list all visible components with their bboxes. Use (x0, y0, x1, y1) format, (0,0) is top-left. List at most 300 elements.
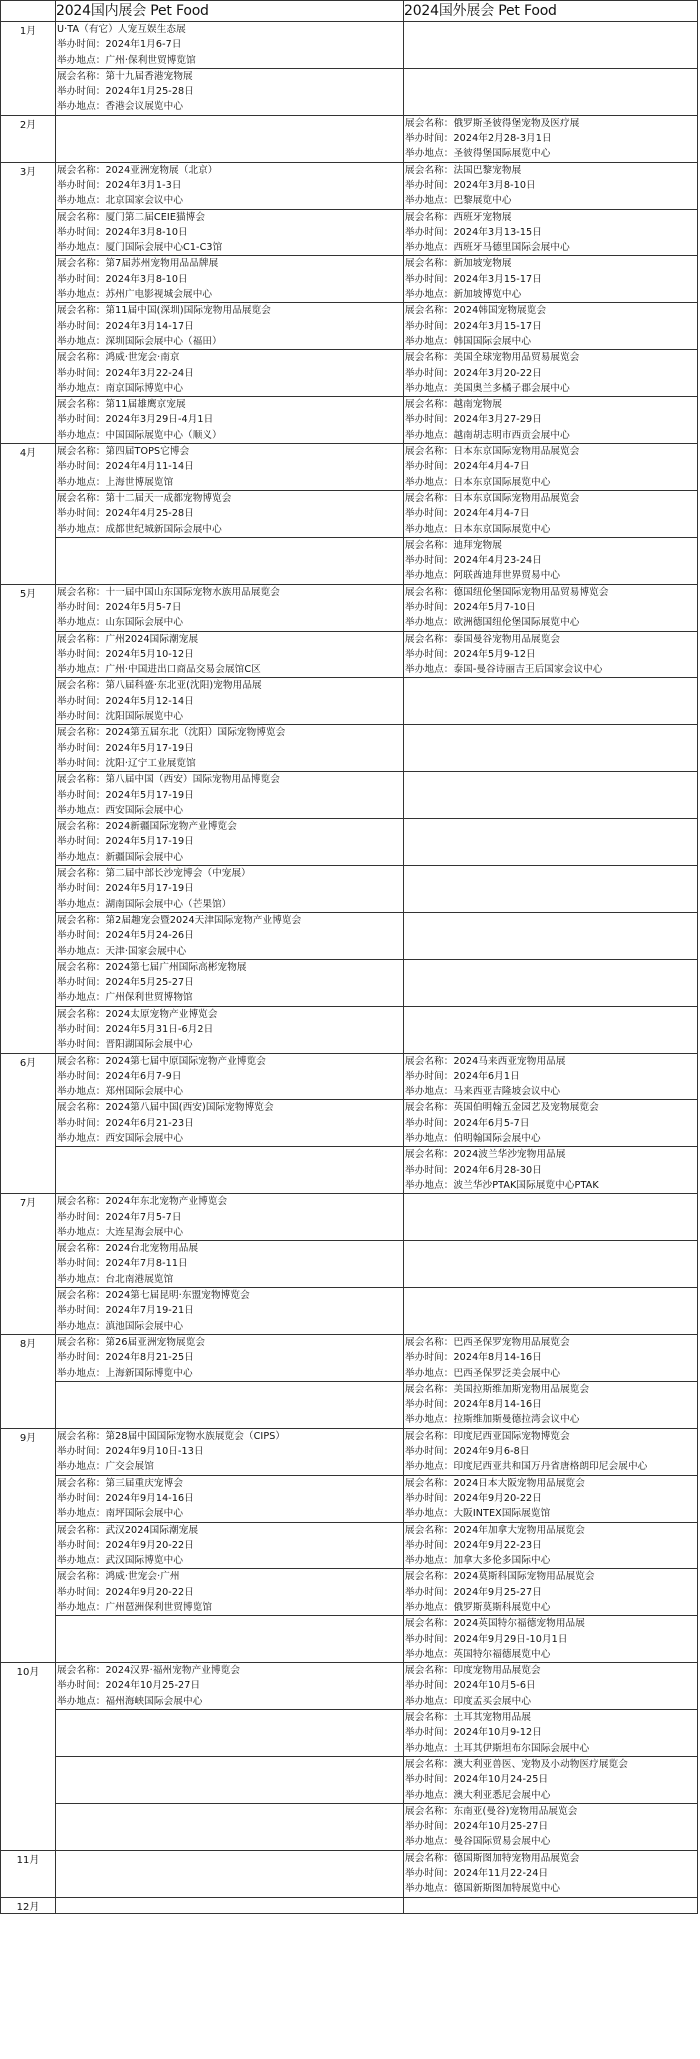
international-exhibition-cell (404, 631, 698, 678)
domestic-exhibition-cell (56, 1803, 404, 1850)
international-exhibition-entry (404, 303, 697, 349)
exhibition-name: 展会名称：越南宠物展 (405, 399, 502, 411)
international-exhibition-cell (404, 444, 698, 491)
exhibition-venue: 举办地点：上海世博展览馆 (57, 476, 174, 488)
table-row (1, 1850, 698, 1897)
exhibition-venue: 举办地点：厦门国际会展中心C1-C3馆 (57, 242, 223, 254)
exhibition-name: 展会名称：鸿威·世宠会·南京 (57, 352, 180, 364)
international-exhibition-cell (404, 350, 698, 397)
exhibition-name: 展会名称：2024英国特尔福德宠物用品展 (405, 1618, 585, 1630)
international-exhibition-entry (404, 444, 697, 490)
international-exhibition-cell (404, 819, 698, 866)
exhibition-name: 展会名称：第28届中国国际宠物水族展览会（CIPS） (57, 1430, 286, 1442)
international-exhibition-entry (404, 1663, 697, 1709)
exhibition-time: 举办时间：2024年3月8-10日 (57, 226, 188, 238)
exhibition-time: 举办时间：2024年5月17-19日 (57, 836, 194, 848)
international-exhibition-entry (404, 1710, 697, 1756)
domestic-exhibition-entry (56, 632, 403, 678)
domestic-exhibition-entry (56, 913, 403, 959)
exhibition-name: 展会名称：鸿威·世宠会·广州 (57, 1571, 180, 1583)
exhibition-time: 举办时间：2024年5月12-14日 (57, 695, 194, 707)
international-exhibition-entry (404, 585, 697, 631)
month-label: 9月 (1, 1428, 56, 1662)
exhibition-name: 展会名称：厦门第二届CEIE猫博会 (57, 211, 206, 223)
domestic-exhibition-cell (56, 1381, 404, 1428)
exhibition-time: 举办时间：2024年5月17-19日 (57, 883, 194, 895)
domestic-exhibition-cell (56, 1522, 404, 1569)
exhibition-venue: 举办地点：新疆国际会展中心 (57, 851, 184, 863)
exhibition-venue: 举办地点：北京国家会议中心 (57, 195, 184, 207)
exhibition-venue: 举办地点：拉斯维加斯曼德拉湾会议中心 (405, 1414, 580, 1426)
domestic-column-header: 2024国内展会 Pet Food (56, 1, 404, 22)
domestic-exhibition-cell (56, 584, 404, 631)
international-exhibition-entry (404, 163, 697, 209)
exhibition-name: 展会名称：2024太原宠物产业博览会 (57, 1008, 218, 1020)
exhibition-name: 展会名称：德国纽伦堡国际宠物用品贸易博览会 (405, 586, 609, 598)
exhibition-name: 展会名称：新加坡宠物展 (405, 258, 512, 270)
domestic-exhibition-cell (56, 772, 404, 819)
exhibition-venue: 举办地点：大阪INTEX国际展览馆 (405, 1508, 551, 1520)
international-exhibition-cell (404, 1616, 698, 1663)
table-row (1, 1334, 698, 1381)
exhibition-time: 举办时间：2024年5月9-12日 (405, 648, 536, 660)
domestic-exhibition-entry (56, 397, 403, 443)
table-row (1, 819, 698, 866)
exhibition-venue: 举办地点：山东国际会展中心 (57, 617, 184, 629)
exhibition-time: 举办时间：2024年8月14-16日 (405, 1399, 542, 1411)
domestic-exhibition-cell (56, 1053, 404, 1100)
domestic-exhibition-cell (56, 959, 404, 1006)
exhibition-name: 展会名称：日本东京国际宠物用品展览会 (405, 446, 580, 458)
table-row (1, 1803, 698, 1850)
exhibition-time: 举办时间：2024年8月21-25日 (57, 1352, 194, 1364)
table-row (1, 1663, 698, 1710)
month-label: 8月 (1, 1334, 56, 1428)
table-row (1, 772, 698, 819)
exhibition-venue: 举办地点：天津·国家会展中心 (57, 945, 187, 957)
exhibition-time: 举办时间：2024年3月27-29日 (405, 414, 542, 426)
exhibition-name: 展会名称：英国伯明翰五金园艺及宠物展览会 (405, 1102, 599, 1114)
domestic-exhibition-cell (56, 444, 404, 491)
exhibition-venue: 举办地点：上海新国际博览中心 (57, 1367, 193, 1379)
international-exhibition-cell (404, 537, 698, 584)
exhibition-time: 举办时间：2024年9月20-22日 (57, 1586, 194, 1598)
table-row (1, 912, 698, 959)
exhibition-time: 举办时间：2024年5月5-7日 (57, 601, 182, 613)
international-exhibition-entry (404, 1476, 697, 1522)
exhibition-venue: 举办地点：波兰华沙PTAK国际展览中心PTAK (405, 1179, 599, 1191)
table-row (1, 444, 698, 491)
international-exhibition-cell (404, 1194, 698, 1241)
domestic-exhibition-cell (56, 678, 404, 725)
exhibition-time: 举办时间：2024年9月10日-13日 (57, 1446, 204, 1458)
international-exhibition-cell (404, 1850, 698, 1897)
domestic-exhibition-entry (56, 1054, 403, 1100)
exhibition-name: 展会名称：2024台北宠物用品展 (57, 1243, 199, 1255)
domestic-exhibition-cell (56, 1006, 404, 1053)
table-row (1, 678, 698, 725)
table-row (1, 1194, 698, 1241)
international-exhibition-entry (404, 1523, 697, 1569)
exhibition-venue: 举办地点：滇池国际会展中心 (57, 1320, 184, 1332)
exhibition-venue: 举办地点：西班牙马德里国际会展中心 (405, 242, 570, 254)
exhibition-name: 展会名称：2024第七届中原国际宠物产业博览会 (57, 1055, 266, 1067)
exhibition-venue: 举办地点：德国新斯图加特展览中心 (405, 1883, 561, 1895)
international-exhibition-entry (404, 116, 697, 162)
exhibition-time: 举办时间：2024年6月28-30日 (405, 1164, 542, 1176)
domestic-exhibition-cell (56, 537, 404, 584)
international-column-header: 2024国外展会 Pet Food (404, 1, 698, 22)
exhibition-name: 展会名称：第11届中国(深圳)国际宠物用品展览会 (57, 305, 271, 317)
exhibition-time: 举办时间：2024年10月25-27日 (57, 1680, 201, 1692)
exhibition-venue: 举办地点：圣彼得堡国际展览中心 (405, 148, 551, 160)
exhibition-name: 展会名称：2024新疆国际宠物产业博览会 (57, 821, 237, 833)
table-row (1, 1381, 698, 1428)
exhibition-venue: 举办地点：欧洲德国纽伦堡国际展览中心 (405, 617, 580, 629)
domestic-exhibition-entry (56, 725, 403, 771)
table-row (1, 537, 698, 584)
domestic-exhibition-cell (56, 1241, 404, 1288)
exhibition-name: 展会名称：第十九届香港宠物展 (57, 70, 193, 82)
exhibition-time: 举办时间：2024年4月4-7日 (405, 461, 530, 473)
international-exhibition-entry (404, 1054, 697, 1100)
exhibition-time: 举办时间：2024年9月14-16日 (57, 1492, 194, 1504)
exhibition-venue: 举办地点：俄罗斯莫斯科展览中心 (405, 1601, 551, 1613)
international-exhibition-cell (404, 256, 698, 303)
table-row (1, 1897, 698, 1913)
domestic-exhibition-cell (56, 866, 404, 913)
exhibition-venue: 举办地点：泰国-曼谷诗丽吉王后国家会议中心 (405, 664, 603, 676)
month-label: 11月 (1, 1850, 56, 1897)
domestic-exhibition-entry (56, 866, 403, 912)
domestic-exhibition-entry (56, 256, 403, 302)
exhibition-name: 展会名称：澳大利亚兽医、宠物及小动物医疗展览会 (405, 1758, 628, 1770)
exhibition-venue: 举办地点：新加坡博览中心 (405, 289, 522, 301)
table-row (1, 22, 698, 69)
international-exhibition-entry (404, 397, 697, 443)
international-exhibition-cell (404, 115, 698, 162)
month-label: 1月 (1, 22, 56, 116)
exhibition-name: 展会名称：2024莫斯科国际宠物用品展览会 (405, 1571, 595, 1583)
exhibition-time: 举办时间：2024年10月5-6日 (405, 1680, 536, 1692)
domestic-exhibition-entry (56, 772, 403, 818)
domestic-exhibition-cell (56, 1663, 404, 1710)
exhibition-name: 展会名称：印度宠物用品展览会 (405, 1665, 541, 1677)
exhibition-name: 展会名称：2024第八届中国(西安)国际宠物博览会 (57, 1102, 274, 1114)
domestic-exhibition-cell (56, 1850, 404, 1897)
domestic-exhibition-cell (56, 631, 404, 678)
exhibition-venue: 举办地点：加拿大多伦多国际中心 (405, 1555, 551, 1567)
domestic-exhibition-cell (56, 1194, 404, 1241)
domestic-exhibition-cell (56, 819, 404, 866)
exhibition-time: 举办时间：2024年11月22-24日 (405, 1868, 549, 1880)
table-row (1, 162, 698, 209)
table-row (1, 350, 698, 397)
domestic-exhibition-entry (56, 303, 403, 349)
domestic-exhibition-cell (56, 1428, 404, 1475)
exhibition-name: 展会名称：2024波兰华沙宠物用品展 (405, 1149, 566, 1161)
international-exhibition-entry (404, 1851, 697, 1897)
exhibition-venue: 举办时间：沈阳国际展览中心 (57, 711, 184, 723)
table-row (1, 256, 698, 303)
exhibition-name: 展会名称：俄罗斯圣彼得堡宠物及医疗展 (405, 117, 580, 129)
international-exhibition-entry (404, 210, 697, 256)
exhibition-venue: 举办地点：广交会展馆 (57, 1461, 154, 1473)
exhibition-name: 展会名称：2024日本大阪宠物用品展览会 (405, 1477, 585, 1489)
exhibition-venue: 举办地点：福州海峡国际会展中心 (57, 1695, 203, 1707)
table-row (1, 959, 698, 1006)
exhibition-name: 展会名称：巴西圣保罗宠物用品展览会 (405, 1336, 570, 1348)
international-exhibition-cell (404, 959, 698, 1006)
international-exhibition-entry (404, 1569, 697, 1615)
exhibition-name: 展会名称：十一届中国山东国际宠物水族用品展览会 (57, 586, 280, 598)
domestic-exhibition-entry (56, 1476, 403, 1522)
exhibition-name: 展会名称：德国斯图加特宠物用品展览会 (405, 1852, 580, 1864)
international-exhibition-cell (404, 303, 698, 350)
exhibition-name: 展会名称：2024汉界·福州宠物产业博览会 (57, 1665, 241, 1677)
international-exhibition-cell (404, 866, 698, 913)
exhibition-venue: 举办地点：越南胡志明市西贡会展中心 (405, 429, 570, 441)
exhibition-time: 举办时间：2024年3月8-10日 (57, 273, 188, 285)
domestic-exhibition-cell (56, 68, 404, 115)
exhibition-venue: 举办地点：日本东京国际展览中心 (405, 476, 551, 488)
domestic-exhibition-entry (56, 1241, 403, 1287)
domestic-exhibition-entry (56, 350, 403, 396)
exhibition-time: 举办时间：2024年4月11-14日 (57, 461, 194, 473)
international-exhibition-cell (404, 490, 698, 537)
exhibition-time: 举办时间：2024年9月29日-10月1日 (405, 1633, 568, 1645)
exhibition-venue: 举办地点：伯明翰国际会展中心 (405, 1133, 541, 1145)
exhibition-name: 展会名称：武汉2024国际潮宠展 (57, 1524, 199, 1536)
domestic-exhibition-entry (56, 210, 403, 256)
international-exhibition-cell (404, 1663, 698, 1710)
exhibition-venue: 举办地点：印度尼西亚共和国万丹省唐格朗印尼会展中心 (405, 1461, 648, 1473)
table-row (1, 1053, 698, 1100)
exhibition-venue: 举办地点：西安国际会展中心 (57, 804, 184, 816)
international-exhibition-cell (404, 1006, 698, 1053)
domestic-exhibition-cell (56, 350, 404, 397)
table-row (1, 68, 698, 115)
international-exhibition-cell (404, 1475, 698, 1522)
exhibition-venue: 举办地点：湖南国际会展中心（芒果馆） (57, 898, 232, 910)
domestic-exhibition-cell (56, 303, 404, 350)
international-exhibition-cell (404, 22, 698, 69)
domestic-exhibition-cell (56, 490, 404, 537)
domestic-exhibition-entry (56, 1194, 403, 1240)
international-exhibition-cell (404, 1569, 698, 1616)
international-exhibition-cell (404, 584, 698, 631)
exhibition-venue: 举办地点：广州·保利世贸博览馆 (57, 54, 196, 66)
international-exhibition-cell (404, 1522, 698, 1569)
exhibition-venue: 举办地点：马来西亚吉隆坡会议中心 (405, 1086, 561, 1098)
exhibition-name: 展会名称：美国拉斯维加斯宠物用品展览会 (405, 1383, 590, 1395)
international-exhibition-cell (404, 1756, 698, 1803)
international-exhibition-cell (404, 1241, 698, 1288)
international-exhibition-entry (404, 256, 697, 302)
table-row (1, 490, 698, 537)
exhibition-name: 展会名称：第十二届天一成都宠物博览会 (57, 492, 232, 504)
international-exhibition-entry (404, 1804, 697, 1850)
exhibition-time: 举办时间：2024年5月17-19日 (57, 789, 194, 801)
month-label: 5月 (1, 584, 56, 1053)
domestic-exhibition-cell (56, 1756, 404, 1803)
exhibition-venue: 举办地点：南坪国际会展中心 (57, 1508, 184, 1520)
exhibition-name: 展会名称：2024韩国宠物展览会 (405, 305, 547, 317)
exhibition-venue: 举办地点：成都世纪城新国际会展中心 (57, 523, 222, 535)
exhibition-time: 举办时间：2024年7月19-21日 (57, 1305, 194, 1317)
exhibition-venue: 举办地点：大连星海会展中心 (57, 1226, 184, 1238)
international-exhibition-entry (404, 350, 697, 396)
exhibition-name: 展会名称：2024第五届东北（沈阳）国际宠物博览会 (57, 727, 286, 739)
table-row (1, 1522, 698, 1569)
international-exhibition-entry (404, 491, 697, 537)
exhibition-venue: 举办地点：土耳其伊斯坦布尔国际会展中心 (405, 1742, 590, 1754)
exhibition-time: 举办时间：2024年9月6-8日 (405, 1446, 530, 1458)
international-exhibition-cell (404, 68, 698, 115)
month-label: 12月 (1, 1897, 56, 1913)
exhibition-time: 举办时间：2024年5月25-27日 (57, 977, 194, 989)
exhibition-time: 举办时间：2024年9月22-23日 (405, 1539, 542, 1551)
exhibition-venue: 举办地点：巴西圣保罗泛美会展中心 (405, 1367, 561, 1379)
exhibition-time: 举办时间：2024年10月25-27日 (405, 1821, 549, 1833)
exhibition-time: 举办时间：2024年6月7-9日 (57, 1070, 182, 1082)
exhibition-name: 展会名称：法国巴黎宠物展 (405, 164, 522, 176)
international-exhibition-cell (404, 1897, 698, 1913)
international-exhibition-cell (404, 1100, 698, 1147)
international-exhibition-cell (404, 162, 698, 209)
domestic-exhibition-cell (56, 1100, 404, 1147)
domestic-exhibition-entry (56, 1663, 403, 1709)
exhibition-venue: 举办地点：广州保利世贸博物馆 (57, 992, 193, 1004)
exhibition-name: 展会名称：第26届亚洲宠物展览会 (57, 1336, 206, 1348)
exhibition-time: 举办时间：2024年6月5-7日 (405, 1117, 530, 1129)
exhibition-time: 举办时间：2024年5月10-12日 (57, 648, 194, 660)
table-row (1, 209, 698, 256)
exhibition-time: 举办时间：2024年4月4-7日 (405, 508, 530, 520)
header-row (1, 1, 698, 22)
domestic-exhibition-cell (56, 1569, 404, 1616)
exhibition-venue: 举办地点：曼谷国际贸易会展中心 (405, 1836, 551, 1848)
exhibition-name: 展会名称：2024第七届广州国际高彬宠物展 (57, 961, 247, 973)
international-exhibition-entry (404, 1335, 697, 1381)
exhibition-time: 举办时间：2024年4月25-28日 (57, 508, 194, 520)
table-row (1, 1569, 698, 1616)
domestic-exhibition-cell (56, 22, 404, 69)
exhibition-time: 举办时间：2024年6月1日 (405, 1070, 520, 1082)
exhibition-name: 展会名称：日本东京国际宠物用品展览会 (405, 492, 580, 504)
exhibition-name: 展会名称：第11届雄鹰京宠展 (57, 399, 186, 411)
month-label: 3月 (1, 162, 56, 443)
exhibition-venue: 举办地点：武汉国际博览中心 (57, 1555, 184, 1567)
domestic-exhibition-cell (56, 1334, 404, 1381)
exhibition-name: 展会名称：第二届中部长沙宠博会（中宠展） (57, 868, 251, 880)
exhibition-venue: 举办地点：日本东京国际展览中心 (405, 523, 551, 535)
table-row (1, 584, 698, 631)
exhibition-venue: 举办时间：沈阳·辽宁工业展览馆 (57, 757, 196, 769)
exhibition-time: 举办时间：2024年10月24-25日 (405, 1774, 549, 1786)
domestic-exhibition-cell (56, 256, 404, 303)
exhibition-venue: 举办地点：台北南港展览馆 (57, 1273, 174, 1285)
exhibition-time: 举办时间：2024年9月25-27日 (405, 1586, 542, 1598)
exhibition-name: 展会名称：第7届苏州宠物用品品牌展 (57, 258, 219, 270)
exhibition-venue: 举办地点：韩国国际会展中心 (405, 335, 532, 347)
exhibition-name: 展会名称：印度尼西亚国际宠物博览会 (405, 1430, 570, 1442)
international-exhibition-entry (404, 538, 697, 584)
international-exhibition-cell (404, 1288, 698, 1335)
exhibition-time: 举办时间：2024年3月1-3日 (57, 179, 182, 191)
exhibition-venue: 举办地点：香港会议展览中心 (57, 101, 184, 113)
exhibition-venue: 举办地点：澳大利亚悉尼会展中心 (405, 1789, 551, 1801)
exhibition-time: 举办时间：2024年3月14-17日 (57, 320, 194, 332)
exhibition-time: 举办时间：2024年4月23-24日 (405, 555, 542, 567)
table-row (1, 1616, 698, 1663)
domestic-exhibition-entry (56, 1288, 403, 1334)
exhibition-time: 举办时间：2024年8月14-16日 (405, 1352, 542, 1364)
exhibition-venue: 举办地点：印度孟买会展中心 (405, 1695, 532, 1707)
exhibition-time: 举办时间：2024年2月28-3月1日 (405, 133, 552, 145)
exhibition-name: 展会名称：第2届趣宠会暨2024天津国际宠物产业博览会 (57, 914, 302, 926)
domestic-exhibition-entry (56, 819, 403, 865)
domestic-exhibition-entry (56, 22, 403, 68)
international-exhibition-cell (404, 1428, 698, 1475)
exhibition-time: 举办时间：2024年3月15-17日 (405, 320, 542, 332)
exhibition-name: 展会名称：美国全球宠物用品贸易展览会 (405, 352, 580, 364)
exhibition-name: 展会名称：迪拜宠物展 (405, 539, 502, 551)
exhibition-venue: 举办地点：郑州国际会展中心 (57, 1086, 184, 1098)
exhibition-time: 举办时间：2024年5月31日-6月2日 (57, 1024, 214, 1035)
exhibition-time: 举办时间：2024年3月29日-4月1日 (57, 414, 214, 426)
table-row (1, 1147, 698, 1194)
exhibition-venue: 举办地点：英国特尔福德展览中心 (405, 1648, 551, 1660)
exhibition-venue: 举办地点：深圳国际会展中心（福田） (57, 335, 222, 347)
international-exhibition-entry (404, 1100, 697, 1146)
exhibition-name: 展会名称：2024年加拿大宠物用品展览会 (405, 1524, 585, 1536)
exhibition-time: 举办时间：2024年6月21-23日 (57, 1117, 194, 1129)
table-row (1, 115, 698, 162)
exhibition-venue: 举办地点：广州琶洲保利世贸博览馆 (57, 1601, 213, 1613)
exhibition-time: 举办时间：2024年3月8-10日 (405, 179, 536, 191)
domestic-exhibition-cell (56, 725, 404, 772)
exhibition-time: 举办时间：2024年1月6-7日 (57, 39, 182, 51)
international-exhibition-cell (404, 1803, 698, 1850)
international-exhibition-entry (404, 1429, 697, 1475)
month-label: 6月 (1, 1053, 56, 1194)
exhibition-name: 展会名称：土耳其宠物用品展 (405, 1712, 532, 1724)
domestic-exhibition-entry (56, 69, 403, 115)
domestic-exhibition-cell (56, 397, 404, 444)
table-row (1, 1428, 698, 1475)
schedule-body (1, 22, 698, 1914)
exhibition-venue: 举办地点：苏州广电影视城会展中心 (57, 289, 213, 301)
exhibition-time: 举办时间：2024年5月17-19日 (57, 742, 194, 754)
domestic-exhibition-cell (56, 1288, 404, 1335)
international-exhibition-entry (404, 632, 697, 678)
exhibition-time: 举办时间：2024年1月25-28日 (57, 86, 194, 98)
international-exhibition-cell (404, 912, 698, 959)
international-exhibition-cell (404, 397, 698, 444)
month-label: 7月 (1, 1194, 56, 1335)
exhibition-venue: 举办地点：阿联酋迪拜世界贸易中心 (405, 570, 561, 582)
international-exhibition-cell (404, 1381, 698, 1428)
exhibition-name: 展会名称：第四届TOPS它博会 (57, 446, 190, 458)
month-column-header (1, 1, 56, 22)
domestic-exhibition-entry (56, 1569, 403, 1615)
domestic-exhibition-cell (56, 162, 404, 209)
international-exhibition-cell (404, 1334, 698, 1381)
exhibition-time: 举办时间：2024年5月7-10日 (405, 601, 536, 613)
exhibition-name: 展会名称：西班牙宠物展 (405, 211, 512, 223)
domestic-exhibition-cell (56, 115, 404, 162)
